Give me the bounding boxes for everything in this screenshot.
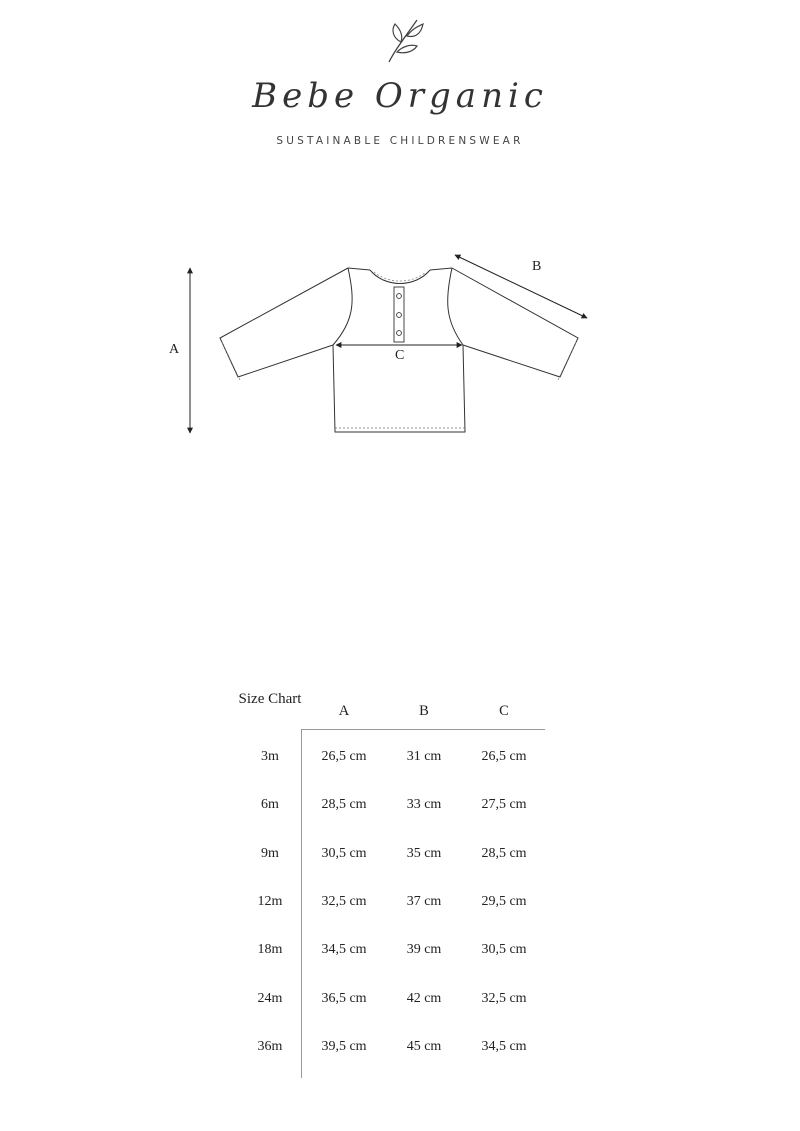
left-sleeve: [220, 268, 348, 377]
value-a: 32,5 cm: [321, 894, 367, 909]
button: [397, 313, 402, 318]
value-c: 26,5 cm: [481, 749, 527, 764]
collar: [370, 270, 430, 284]
value-a: 28,5 cm: [321, 797, 367, 812]
value-c: 28,5 cm: [481, 846, 527, 861]
value-b: 35 cm: [406, 846, 442, 861]
dimension-c-label: C: [395, 348, 405, 363]
leaf-sprig-icon: [385, 14, 425, 66]
right-sleeve: [452, 268, 578, 377]
size-chart-title: Size Chart: [238, 691, 302, 707]
column-divider: [301, 729, 302, 1078]
dimension-b-label: B: [532, 259, 542, 274]
button: [397, 331, 402, 336]
value-c: 30,5 cm: [481, 942, 527, 957]
value-b: 31 cm: [406, 749, 442, 764]
size-chart-table: [240, 688, 560, 1088]
column-header-a: A: [338, 703, 350, 719]
value-b: 37 cm: [406, 894, 442, 909]
column-header-c: C: [499, 703, 509, 719]
placket: [394, 287, 404, 342]
size-label: 18m: [257, 942, 283, 957]
value-a: 26,5 cm: [321, 749, 367, 764]
dimension-b-arrow: [455, 255, 587, 318]
value-b: 39 cm: [406, 942, 442, 957]
value-b: 45 cm: [406, 1039, 442, 1054]
value-a: 34,5 cm: [321, 942, 367, 957]
value-a: 36,5 cm: [321, 991, 367, 1006]
brand-tagline: SUSTAINABLE CHILDRENSWEAR: [276, 135, 524, 147]
value-c: 27,5 cm: [481, 797, 527, 812]
value-b: 33 cm: [406, 797, 442, 812]
size-label: 9m: [261, 846, 279, 861]
brand-name: Bebe Organic: [252, 76, 548, 116]
value-c: 32,5 cm: [481, 991, 527, 1006]
size-label: 36m: [257, 1039, 283, 1054]
size-label: 12m: [257, 894, 283, 909]
size-label: 24m: [257, 991, 283, 1006]
dimension-a-label: A: [169, 342, 180, 357]
value-a: 30,5 cm: [321, 846, 367, 861]
value-a: 39,5 cm: [321, 1039, 367, 1054]
value-b: 42 cm: [406, 991, 442, 1006]
size-label: 3m: [261, 749, 279, 764]
garment-diagram: [150, 240, 630, 460]
value-c: 34,5 cm: [481, 1039, 527, 1054]
value-c: 29,5 cm: [481, 894, 527, 909]
header-divider: [302, 729, 545, 730]
column-header-b: B: [419, 703, 429, 719]
size-label: 6m: [261, 797, 279, 812]
button: [397, 294, 402, 299]
